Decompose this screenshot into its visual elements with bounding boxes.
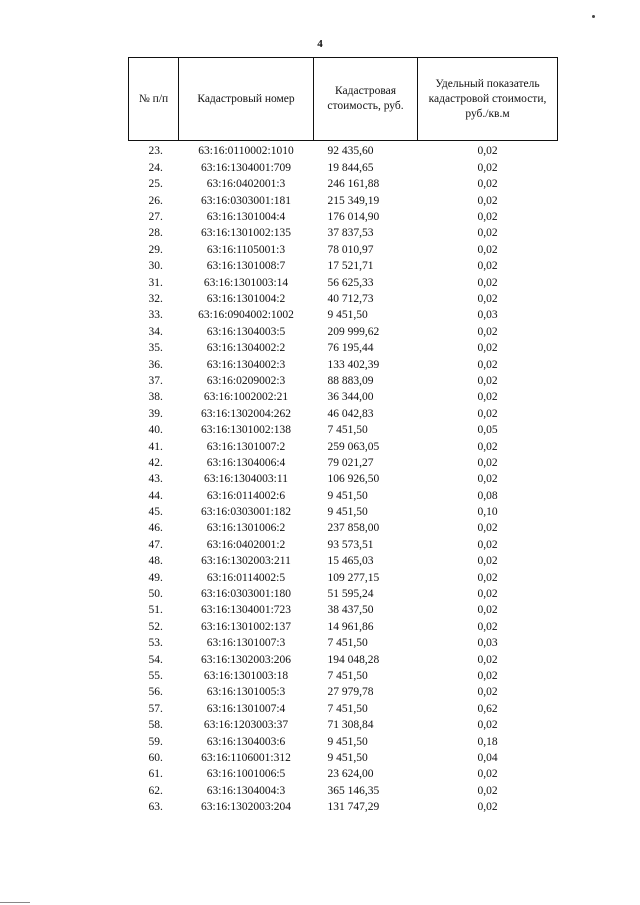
- cadastral-value-cell: 19 844,65: [327, 161, 374, 174]
- row-number: 54.: [148, 653, 163, 666]
- cadastral-value-cell: 92 435,60: [327, 145, 374, 158]
- row-number: 46.: [148, 522, 163, 535]
- table-row: [129, 226, 558, 242]
- table-row: [129, 669, 558, 685]
- cadastral-number-cell: 63:16:1301006:2: [206, 522, 286, 535]
- table-row: [129, 783, 558, 799]
- table-row: [129, 685, 558, 701]
- row-number: 49.: [148, 571, 163, 584]
- cadastral-value-cell: 27 979,78: [327, 686, 374, 699]
- row-number: 30.: [148, 260, 163, 273]
- row-number: 51.: [148, 604, 163, 617]
- indicator-cell: 0,02: [477, 620, 498, 633]
- indicator-cell: 0,02: [477, 604, 498, 617]
- indicator-cell: 0,02: [477, 801, 498, 814]
- cadastral-value-cell: 71 308,84: [327, 719, 374, 732]
- cadastral-number-cell: 63:16:0110002:1010: [198, 145, 294, 158]
- table-row: [129, 750, 558, 766]
- cadastral-number-cell: 63:16:1105001:3: [206, 243, 286, 256]
- indicator-cell: 0,02: [477, 293, 498, 305]
- indicator-cell: 0,02: [477, 211, 498, 224]
- indicator-cell: 0,62: [477, 702, 498, 715]
- cadastral-value-cell: 46 042,83: [327, 407, 374, 420]
- table-row: [129, 406, 558, 422]
- indicator-cell: 0,02: [477, 571, 498, 584]
- row-number: 26.: [148, 194, 163, 207]
- indicator-cell: 0,02: [477, 719, 498, 732]
- indicator-cell: 0,02: [477, 768, 498, 781]
- cadastral-number-cell: 63:16:1203003:37: [203, 719, 289, 732]
- indicator-cell: 0,02: [477, 325, 498, 338]
- row-number: 63.: [148, 801, 163, 814]
- header-cadastral-value: Кадастровая стоимость, руб.: [314, 58, 418, 141]
- table-row: [129, 505, 558, 521]
- row-number: 23.: [148, 145, 163, 158]
- cadastral-number-cell: 63:16:0402001:2: [206, 538, 286, 551]
- cadastral-value-cell: 246 161,88: [327, 178, 380, 191]
- cadastral-number-cell: 63:16:1301002:135: [200, 227, 292, 240]
- cadastral-number-cell: 63:16:1301004:2: [206, 293, 286, 305]
- cadastral-value-cell: 131 747,29: [327, 801, 380, 814]
- row-number: 39.: [148, 407, 163, 420]
- cadastral-number-cell: 63:16:1304002:2: [206, 342, 286, 355]
- table-row: [129, 587, 558, 603]
- cadastral-value-cell: 133 402,39: [327, 358, 380, 371]
- cadastral-value-cell: 9 451,50: [327, 309, 368, 322]
- cadastral-value-cell: 9 451,50: [327, 751, 368, 764]
- cadastral-value-cell: 15 465,03: [327, 555, 374, 568]
- table-row: [129, 308, 558, 324]
- cadastral-number-cell: 63:16:1304003:11: [204, 473, 288, 486]
- scan-speck: [592, 15, 595, 18]
- table-row: [129, 292, 558, 308]
- cadastral-value-cell: 38 437,50: [327, 604, 374, 617]
- row-number: 53.: [148, 637, 163, 650]
- row-number: 50.: [148, 588, 163, 601]
- table-header-row: [129, 58, 558, 141]
- cadastral-value-cell: 23 624,00: [327, 768, 374, 781]
- table-row: [129, 554, 558, 570]
- table-row: [129, 488, 558, 504]
- indicator-cell: 0,18: [477, 735, 498, 748]
- row-number: 34.: [148, 325, 163, 338]
- cadastral-value-cell: 7 451,50: [327, 702, 368, 715]
- cadastral-number-cell: 63:16:1301002:138: [200, 424, 292, 437]
- cadastral-number-cell: 63:16:1301007:4: [206, 702, 286, 715]
- row-number: 31.: [148, 276, 163, 289]
- indicator-cell: 0,02: [477, 784, 498, 797]
- row-number: 32.: [148, 293, 163, 305]
- table-row: [129, 160, 558, 176]
- cadastral-value-cell: 76 195,44: [327, 342, 374, 355]
- table-row: [129, 701, 558, 717]
- table-row: [129, 373, 558, 389]
- indicator-cell: 0,05: [477, 424, 498, 437]
- table-row: [129, 603, 558, 619]
- cadastral-value-cell: 37 837,53: [327, 227, 374, 240]
- cadastral-number-cell: 63:16:1301003:18: [203, 669, 289, 682]
- table-row: [129, 800, 558, 816]
- table-row: [129, 570, 558, 586]
- cadastral-value-cell: 109 277,15: [327, 571, 380, 584]
- table-row: [129, 341, 558, 357]
- row-number: 41.: [148, 440, 163, 453]
- row-number: 45.: [148, 506, 163, 519]
- table-row: [129, 210, 558, 226]
- table-row: [129, 177, 558, 193]
- cadastral-number-cell: 63:16:1301004:4: [206, 211, 286, 224]
- cadastral-value-cell: 51 595,24: [327, 588, 374, 601]
- row-number: 55.: [148, 669, 163, 682]
- row-number: 35.: [148, 342, 163, 355]
- cadastral-number-cell: 63:16:1002002:21: [203, 391, 289, 404]
- indicator-cell: 0,08: [477, 489, 498, 502]
- cadastral-number-cell: 63:16:1304001:723: [200, 604, 292, 617]
- indicator-cell: 0,02: [477, 178, 498, 191]
- row-number: 59.: [148, 735, 163, 748]
- indicator-cell: 0,02: [477, 243, 498, 256]
- row-number: 47.: [148, 538, 163, 551]
- indicator-cell: 0,02: [477, 276, 498, 289]
- indicator-cell: 0,02: [477, 588, 498, 601]
- cadastral-value-cell: 79 021,27: [327, 456, 374, 469]
- cadastral-number-cell: 63:16:1301005:3: [206, 686, 286, 699]
- cadastral-value-cell: 36 344,00: [327, 391, 374, 404]
- cadastral-number-cell: 63:16:0303001:182: [200, 506, 292, 519]
- cadastral-number-cell: 63:16:1301003:14: [203, 276, 289, 289]
- indicator-cell: 0,02: [477, 653, 498, 666]
- cadastral-value-cell: 7 451,50: [327, 637, 368, 650]
- cadastral-value-cell: 194 048,28: [327, 653, 380, 666]
- cadastral-value-cell: 7 451,50: [327, 669, 368, 682]
- cadastral-number-cell: 63:16:0209002:3: [206, 374, 286, 387]
- cadastral-value-cell: 93 573,51: [327, 538, 374, 551]
- cadastral-value-cell: 78 010,97: [327, 243, 374, 256]
- table-row: [129, 767, 558, 783]
- indicator-cell: 0,10: [477, 506, 498, 519]
- cadastral-number-cell: 63:16:1302004:262: [200, 407, 292, 420]
- table-row: [129, 423, 558, 439]
- cadastral-value-cell: 215 349,19: [327, 194, 380, 207]
- indicator-cell: 0,02: [477, 473, 498, 486]
- row-number: 37.: [148, 374, 163, 387]
- indicator-cell: 0,02: [477, 194, 498, 207]
- table-row: [129, 472, 558, 488]
- cadastral-value-cell: 9 451,50: [327, 489, 368, 502]
- row-number: 42.: [148, 456, 163, 469]
- page-number: 4: [317, 38, 323, 50]
- cadastral-number-cell: 63:16:1304001:709: [200, 161, 292, 174]
- table-row: [129, 537, 558, 553]
- cadastral-number-cell: 63:16:0402001:3: [206, 178, 286, 191]
- cadastral-number-cell: 63:16:0904002:1002: [198, 309, 294, 322]
- cadastral-number-cell: 63:16:1302003:211: [201, 555, 291, 568]
- table-row: [129, 619, 558, 635]
- cadastral-number-cell: 63:16:0303001:180: [200, 588, 292, 601]
- row-number: 44.: [148, 489, 163, 502]
- row-number: 61.: [148, 768, 163, 781]
- row-number: 56.: [148, 686, 163, 699]
- row-number: 38.: [148, 391, 163, 404]
- cadastral-value-cell: 9 451,50: [327, 506, 368, 519]
- scan-edge-mark: [0, 902, 30, 903]
- row-number: 33.: [148, 309, 163, 322]
- indicator-cell: 0,04: [477, 751, 498, 764]
- indicator-cell: 0,02: [477, 391, 498, 404]
- table-row: [129, 141, 558, 161]
- cadastral-number-cell: 63:16:1304004:3: [206, 784, 286, 797]
- table-row: [129, 357, 558, 373]
- row-number: 57.: [148, 702, 163, 715]
- indicator-cell: 0,02: [477, 538, 498, 551]
- table-body: [129, 141, 558, 817]
- cadastral-value-cell: 209 999,62: [327, 325, 380, 338]
- table-row: [129, 652, 558, 668]
- cadastral-value-cell: 106 926,50: [327, 473, 380, 486]
- cadastral-value-cell: 56 625,33: [327, 276, 374, 289]
- table-row: [129, 718, 558, 734]
- indicator-cell: 0,02: [477, 686, 498, 699]
- table-row: [129, 521, 558, 537]
- cadastral-value-cell: 7 451,50: [327, 424, 368, 437]
- cadastral-number-cell: 63:16:1304006:4: [206, 456, 286, 469]
- header-cadastral-number: Кадастровый номер: [179, 58, 314, 141]
- table-row: [129, 390, 558, 406]
- indicator-cell: 0,02: [477, 456, 498, 469]
- indicator-cell: 0,02: [477, 669, 498, 682]
- cadastral-table: [128, 57, 558, 816]
- cadastral-number-cell: 63:16:1302003:206: [200, 653, 292, 666]
- indicator-cell: 0,02: [477, 522, 498, 535]
- header-no: № п/п: [129, 58, 179, 141]
- cadastral-number-cell: 63:16:0303001:181: [200, 194, 292, 207]
- row-number: 25.: [148, 178, 163, 191]
- cadastral-number-cell: 63:16:1301002:137: [200, 620, 292, 633]
- indicator-cell: 0,02: [477, 342, 498, 355]
- cadastral-value-cell: 88 883,09: [327, 374, 374, 387]
- row-number: 48.: [148, 555, 163, 568]
- indicator-cell: 0,03: [477, 309, 498, 322]
- cadastral-value-cell: 14 961,86: [327, 620, 374, 633]
- cadastral-number-cell: 63:16:1301007:2: [206, 440, 286, 453]
- indicator-cell: 0,02: [477, 227, 498, 240]
- indicator-cell: 0,03: [477, 637, 498, 650]
- cadastral-number-cell: 63:16:1106001:312: [201, 751, 291, 764]
- row-number: 28.: [148, 227, 163, 240]
- table-row: [129, 242, 558, 258]
- cadastral-value-cell: 365 146,35: [327, 784, 380, 797]
- cadastral-number-cell: 63:16:1304002:3: [206, 358, 286, 371]
- row-number: 43.: [148, 473, 163, 486]
- indicator-cell: 0,02: [477, 260, 498, 273]
- table-row: [129, 455, 558, 471]
- cadastral-value-cell: 259 063,05: [327, 440, 380, 453]
- indicator-cell: 0,02: [477, 358, 498, 371]
- cadastral-number-cell: 63:16:0114002:5: [206, 571, 286, 584]
- cadastral-number-cell: 63:16:1301008:7: [206, 260, 286, 273]
- indicator-cell: 0,02: [477, 374, 498, 387]
- cadastral-number-cell: 63:16:0114002:6: [206, 489, 286, 502]
- cadastral-number-cell: 63:16:1301007:3: [206, 637, 286, 650]
- indicator-cell: 0,02: [477, 440, 498, 453]
- table-row: [129, 193, 558, 209]
- cadastral-value-cell: 17 521,71: [327, 260, 374, 273]
- indicator-cell: 0,02: [477, 145, 498, 158]
- indicator-cell: 0,02: [477, 407, 498, 420]
- cadastral-value-cell: 40 712,73: [327, 293, 374, 305]
- cadastral-number-cell: 63:16:1304003:5: [206, 325, 286, 338]
- cadastral-value-cell: 176 014,90: [327, 211, 380, 224]
- cadastral-value-cell: 237 858,00: [327, 522, 380, 535]
- table-row: [129, 636, 558, 652]
- indicator-cell: 0,02: [477, 161, 498, 174]
- row-number: 36.: [148, 358, 163, 371]
- table-row: [129, 259, 558, 275]
- row-number: 58.: [148, 719, 163, 732]
- table-row: [129, 324, 558, 340]
- header-specific-indicator: Удельный показатель кадастровой стоимости, руб./кв.м: [418, 58, 558, 141]
- table-row: [129, 734, 558, 750]
- cadastral-value-cell: 9 451,50: [327, 735, 368, 748]
- table-row: [129, 439, 558, 455]
- cadastral-number-cell: 63:16:1304003:6: [206, 735, 286, 748]
- row-number: 27.: [148, 211, 163, 224]
- table-row: [129, 275, 558, 291]
- indicator-cell: 0,02: [477, 555, 498, 568]
- row-number: 24.: [148, 161, 163, 174]
- cadastral-number-cell: 63:16:1001006:5: [206, 768, 286, 781]
- cadastral-number-cell: 63:16:1302003:204: [200, 801, 292, 814]
- row-number: 29.: [148, 243, 163, 256]
- row-number: 62.: [148, 784, 163, 797]
- row-number: 52.: [148, 620, 163, 633]
- row-number: 60.: [148, 751, 163, 764]
- row-number: 40.: [148, 424, 163, 437]
